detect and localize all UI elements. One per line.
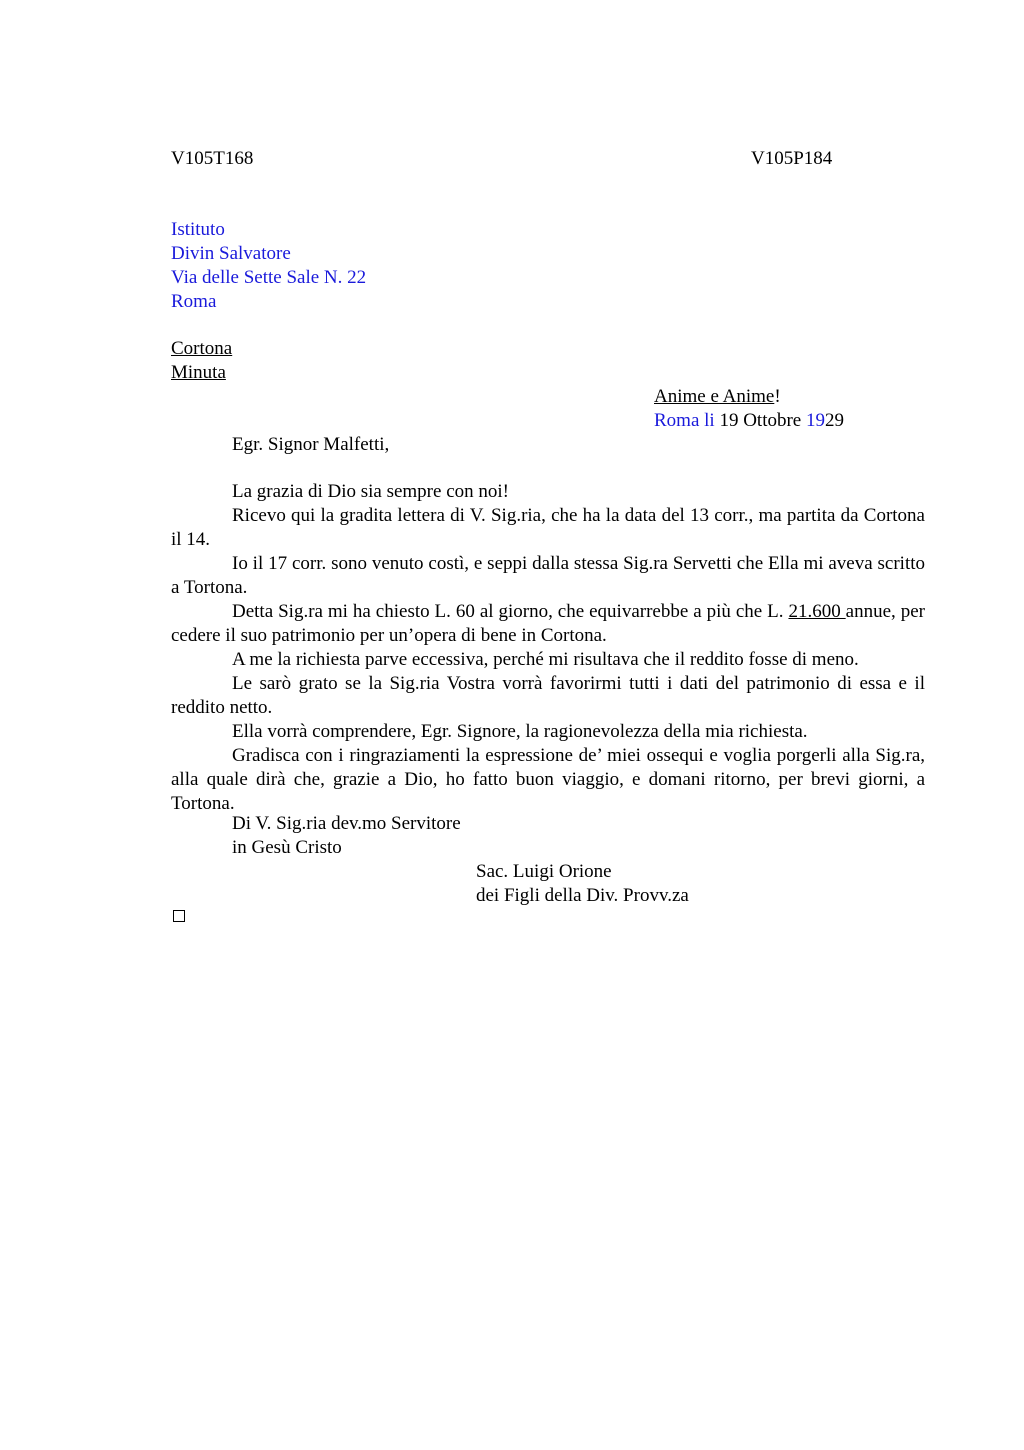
motto-punct: ! bbox=[774, 386, 781, 407]
paragraph-understanding: Ella vorrà comprendere, Egr. Signore, la ragionevolezza della mia richiesta. bbox=[232, 721, 808, 742]
salutation: Egr. Signor Malfetti, bbox=[232, 434, 390, 455]
document-meta bbox=[171, 337, 232, 385]
date-day-month: 19 Ottobre bbox=[714, 410, 806, 431]
document-code-left: V105T168 bbox=[171, 148, 254, 169]
date-year-suffix: 29 bbox=[825, 410, 844, 431]
paragraph-greeting: La grazia di Dio sia sempre con noi! bbox=[232, 481, 509, 502]
closing bbox=[232, 812, 461, 860]
closing-line-2: in Gesù Cristo bbox=[232, 837, 342, 858]
motto-text: Anime e Anime bbox=[654, 386, 775, 407]
square-marker-icon bbox=[173, 910, 185, 922]
request-text: Detta Sig.ra mi ha chiesto L. 60 al giorno, che equivarrebbe a più che L. bbox=[232, 601, 789, 622]
closing-line-1: Di V. Sig.ria dev.mo Servitore bbox=[232, 813, 461, 834]
paragraph-visit: Io il 17 corr. sono venuto costì, e seppi dalla stessa Sig.ra Servetti che Ella mi aveva scritto a Tortona. bbox=[171, 553, 925, 598]
paragraph-regards: Gradisca con i ringraziamenti la espressione de’ miei ossequi e voglia porgerli alla Sig.ra, alla quale dirà che, grazie a Dio, ho fatto buon viaggio, e domani ritorno, per brevi giorni, a Tortona. bbox=[171, 745, 925, 814]
paragraph-excessive: A me la richiesta parve eccessiva, perché mi risultava che il reddito fosse di meno. bbox=[232, 649, 859, 670]
letterhead-name: Divin Salvatore bbox=[171, 243, 291, 264]
signature bbox=[476, 860, 689, 908]
meta-place: Cortona bbox=[171, 338, 233, 359]
request-amount: 21.600 bbox=[788, 601, 846, 622]
meta-type: Minuta bbox=[171, 362, 226, 383]
letterhead-institute: Istituto bbox=[171, 219, 225, 240]
letter-body bbox=[171, 480, 925, 816]
letterhead-city: Roma bbox=[171, 291, 217, 312]
signature-name: Sac. Luigi Orione bbox=[476, 861, 612, 882]
date-place: Roma li bbox=[654, 410, 715, 431]
letterhead bbox=[171, 218, 366, 314]
paragraph-data-request: Le sarò grato se la Sig.ria Vostra vorrà favorirmi tutti i dati del patrimonio di essa e il reddito netto. bbox=[171, 673, 925, 718]
signature-title: dei Figli della Div. Provv.za bbox=[476, 885, 689, 906]
paragraph-received: Ricevo qui la gradita lettera di V. Sig.ria, che ha la data del 13 corr., ma partita da Cortona il 14. bbox=[171, 505, 925, 550]
motto-and-date bbox=[654, 385, 844, 433]
letterhead-address: Via delle Sette Sale N. 22 bbox=[171, 267, 367, 288]
paragraph-request bbox=[171, 600, 925, 648]
letter-date bbox=[654, 409, 844, 433]
motto bbox=[654, 385, 844, 409]
document-code-right: V105P184 bbox=[751, 148, 833, 169]
date-year-prefix: 19 bbox=[806, 410, 825, 431]
request-text-end: annue, per cedere il suo patrimonio per un’opera di bene in Cortona. bbox=[171, 601, 925, 646]
